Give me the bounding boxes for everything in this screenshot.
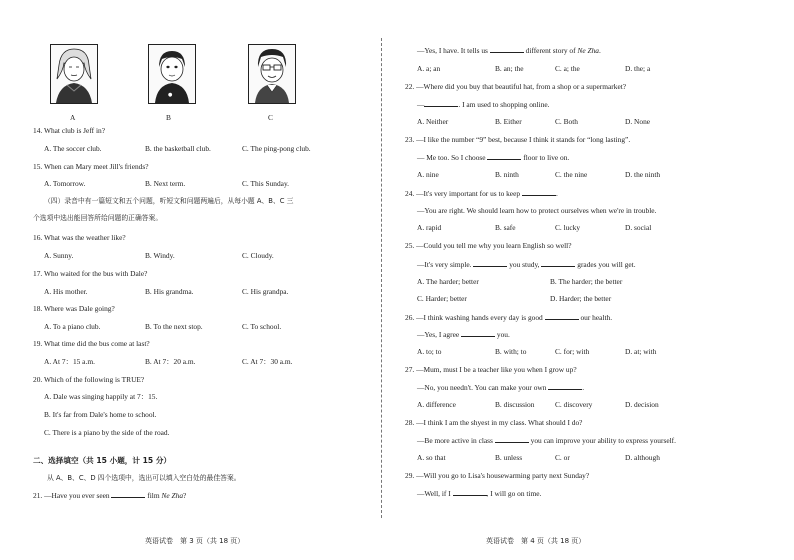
question-number: 18. xyxy=(33,304,43,313)
question-text-pre: —Well, if I xyxy=(417,489,451,498)
option-25c[interactable]: C. Harder; better xyxy=(417,294,467,303)
option-20a[interactable]: A. Dale was singing happily at 7：15. xyxy=(44,392,158,401)
question-text-post: grades you will get. xyxy=(577,260,636,269)
question-22-line2: — . I am used to shopping online. xyxy=(417,100,550,109)
option-14a[interactable]: A. The soccer club. xyxy=(44,144,102,153)
answer-blank[interactable] xyxy=(453,488,487,496)
option-18a[interactable]: A. To a piano club. xyxy=(44,322,101,331)
option-25b[interactable]: B. The harder; the better xyxy=(550,277,623,286)
option-18b[interactable]: B. To the next stop. xyxy=(145,322,203,331)
film-title: Ne Zha xyxy=(577,46,599,55)
question-text-pre: —It's very simple. xyxy=(417,260,472,269)
answer-blank[interactable] xyxy=(461,329,495,337)
question-26-line2 xyxy=(417,329,510,339)
question-16 xyxy=(33,233,126,242)
question-24-line2: —You are right. We should learn how to protect ourselves when we're in trouble. xyxy=(417,206,657,215)
question-22 xyxy=(405,82,626,91)
question-18 xyxy=(33,304,115,313)
option-23c[interactable]: C. the nine xyxy=(555,170,588,179)
question-25 xyxy=(405,241,572,250)
option-16b[interactable]: B. Windy. xyxy=(145,251,175,260)
caption-b: B xyxy=(166,113,171,122)
option-17c[interactable]: C. His grandpa. xyxy=(242,287,289,296)
page-footer-right: 英语试卷 第 4 页（共 18 页） xyxy=(486,537,586,545)
option-17a[interactable]: A. His mother. xyxy=(44,287,88,296)
option-21b[interactable]: B. an; the xyxy=(495,64,524,73)
question-number: 19. xyxy=(33,339,43,348)
question-text: —I like the number “9” best, because I think it stands for “long lasting”. xyxy=(416,135,631,144)
question-text-post: our health. xyxy=(580,313,613,322)
question-19 xyxy=(33,339,150,348)
question-text: Who waited for the bus with Dale? xyxy=(43,269,148,278)
answer-blank[interactable] xyxy=(548,382,585,392)
question-number: 24. xyxy=(405,189,415,198)
question-text: Where was Dale going? xyxy=(43,304,115,313)
option-27b[interactable]: B. discussion xyxy=(495,400,535,409)
option-24b[interactable]: B. safe xyxy=(495,223,516,232)
option-21c[interactable]: C. a; the xyxy=(555,64,580,73)
question-text: —Could you tell me why you learn English so well? xyxy=(416,241,572,250)
option-16a[interactable]: A. Sunny. xyxy=(44,251,74,260)
question-24 xyxy=(405,188,558,198)
question-end: . xyxy=(582,383,585,392)
option-22b[interactable]: B. Either xyxy=(495,117,522,126)
question-end: . xyxy=(555,189,558,198)
section-title: 二、选择填空（共 15 小题，计 15 分） xyxy=(33,456,172,465)
left-page xyxy=(0,0,378,560)
option-24a[interactable]: A. rapid xyxy=(417,223,442,232)
answer-blank[interactable] xyxy=(495,435,529,443)
question-text: —I think I am the shyest in my class. What should I do? xyxy=(416,418,583,427)
question-28-line2 xyxy=(417,435,676,445)
question-text-mid: you study, xyxy=(509,260,540,269)
option-15b[interactable]: B. Next term. xyxy=(145,179,186,188)
page-footer-left: 英语试卷 第 3 页（共 18 页） xyxy=(145,537,245,545)
question-text-pre: —I think washing hands every day is good xyxy=(416,313,543,322)
question-text-pre: —It's very important for us to keep xyxy=(416,189,521,198)
option-28a[interactable]: A. so that xyxy=(417,453,446,462)
question-end: . xyxy=(599,46,601,55)
option-21d[interactable]: D. the; a xyxy=(625,64,651,73)
answer-blank[interactable] xyxy=(522,188,556,196)
question-text-pre: — Me too. So I choose xyxy=(417,153,486,162)
question-text: —Where did you buy that beautiful hat, from a shop or a supermarket? xyxy=(416,82,627,91)
option-24c[interactable]: C. lucky xyxy=(555,223,581,232)
question-29-line2 xyxy=(417,488,541,498)
question-number: 17. xyxy=(33,269,43,278)
question-27 xyxy=(405,365,577,374)
option-28c[interactable]: C. or xyxy=(555,453,570,462)
option-20c[interactable]: C. There is a piano by the side of the road. xyxy=(44,428,170,437)
answer-blank[interactable] xyxy=(545,312,579,320)
film-title: Ne Zha xyxy=(161,491,184,500)
section-instruction: 从 A、B、C、D 四个选项中，选出可以填入空白处的最佳答案。 xyxy=(47,474,241,482)
question-number: 22. xyxy=(405,82,415,91)
question-23-line2 xyxy=(417,152,569,162)
question-text-post: film xyxy=(147,491,160,500)
question-text-post: , I will go on time. xyxy=(486,489,542,498)
question-number: 26. xyxy=(405,313,415,322)
question-21-answer-line xyxy=(417,45,601,55)
question-text-pre: —Yes, I have. It tells us xyxy=(417,46,488,55)
question-number: 14. xyxy=(33,126,43,135)
option-22d[interactable]: D. None xyxy=(625,117,651,126)
question-number: 23. xyxy=(405,135,415,144)
answer-blank[interactable] xyxy=(111,490,145,498)
question-text-post: floor to live on. xyxy=(523,153,570,162)
question-27-line2 xyxy=(417,382,584,392)
question-text: —Mum, must I be a teacher like you when I grow up? xyxy=(416,365,577,374)
question-text-post: you. xyxy=(496,330,510,339)
question-29 xyxy=(405,471,589,480)
question-text-post: different story of xyxy=(525,46,576,55)
option-19b[interactable]: B. At 7：20 a.m. xyxy=(145,357,196,366)
question-25-line2 xyxy=(417,259,636,269)
question-17 xyxy=(33,269,147,278)
question-number: 28. xyxy=(405,418,415,427)
question-number: 15. xyxy=(33,162,43,171)
option-18c[interactable]: C. To school. xyxy=(242,322,282,331)
question-text: What club is Jeff in? xyxy=(43,126,105,135)
option-27a[interactable]: A. difference xyxy=(417,400,456,409)
caption-c: C xyxy=(268,113,273,122)
option-20b[interactable]: B. It's far from Dale's home to school. xyxy=(44,410,157,419)
option-23b[interactable]: B. ninth xyxy=(495,170,519,179)
question-text-pre: —Yes, I agree xyxy=(417,330,460,339)
option-25d[interactable]: D. Harder; the better xyxy=(550,294,612,303)
answer-blank[interactable] xyxy=(473,259,507,267)
question-text: —Will you go to Lisa's housewarming party next Sunday? xyxy=(416,471,590,480)
question-text: What was the weather like? xyxy=(43,233,126,242)
option-14c[interactable]: C. The ping-pong club. xyxy=(242,144,311,153)
option-14b[interactable]: B. the basketball club. xyxy=(145,144,211,153)
listening-instruction-line2: 个选项中选出能回答所给问题的正确答案。 xyxy=(33,214,163,222)
option-22a[interactable]: A. Neither xyxy=(417,117,449,126)
question-text: What time did the bus come at last? xyxy=(43,339,150,348)
question-text-pre: —Be more active in class xyxy=(417,436,493,445)
portrait-a-image xyxy=(50,44,98,104)
option-26a[interactable]: A. to; to xyxy=(417,347,442,356)
option-21a[interactable]: A. a; an xyxy=(417,64,441,73)
answer-blank[interactable] xyxy=(490,45,524,53)
option-27c[interactable]: C. discovery xyxy=(555,400,593,409)
option-15a[interactable]: A. Tomorrow. xyxy=(44,179,86,188)
question-number: 27. xyxy=(405,365,415,374)
option-23d[interactable]: D. the ninth xyxy=(625,170,661,179)
caption-a: A xyxy=(70,113,76,122)
option-27d[interactable]: D. decision xyxy=(625,400,659,409)
question-number: 20. xyxy=(33,375,43,384)
question-text-pre: —Have you ever seen xyxy=(44,491,110,500)
option-22c[interactable]: C. Both xyxy=(555,117,578,126)
answer-blank[interactable] xyxy=(541,259,575,267)
question-15 xyxy=(33,162,149,171)
question-number: 21. xyxy=(33,491,43,500)
option-25a[interactable]: A. The harder; better xyxy=(417,277,479,286)
question-14 xyxy=(33,126,105,135)
option-19c[interactable]: C. At 7：30 a.m. xyxy=(242,357,293,366)
question-number: 16. xyxy=(33,233,43,242)
option-23a[interactable]: A. nine xyxy=(417,170,439,179)
question-number: 29. xyxy=(405,471,415,480)
option-26b[interactable]: B. with; to xyxy=(495,347,527,356)
question-number: 25. xyxy=(405,241,415,250)
question-text-post: you can improve your ability to express yourself. xyxy=(530,436,676,445)
question-20 xyxy=(33,375,144,384)
portrait-b-image xyxy=(148,44,196,104)
question-text-post: . I am used to shopping online. xyxy=(458,100,550,109)
listening-instruction-line1: （四）录音中有一篇短文和五个问题，听短文和问题两遍后，从每小题 A、B、C 三 xyxy=(44,197,294,205)
right-page xyxy=(386,0,794,560)
portrait-c-image xyxy=(248,44,296,104)
question-text: When can Mary meet Jill's friends? xyxy=(43,162,149,171)
question-26 xyxy=(405,312,612,322)
question-end: ? xyxy=(183,491,187,500)
option-24d[interactable]: D. social xyxy=(625,223,652,232)
question-23 xyxy=(405,135,630,144)
option-15c[interactable]: C. This Sunday. xyxy=(242,179,290,188)
option-19a[interactable]: A. At 7：15 a.m. xyxy=(44,357,95,366)
option-16c[interactable]: C. Cloudy. xyxy=(242,251,274,260)
answer-blank[interactable] xyxy=(487,152,521,160)
option-26d[interactable]: D. at; with xyxy=(625,347,657,356)
question-21 xyxy=(33,490,186,500)
question-28 xyxy=(405,418,582,427)
option-17b[interactable]: B. His grandma. xyxy=(145,287,194,296)
page-divider xyxy=(381,38,382,518)
question-text-pre: —No, you needn't. You can make your own xyxy=(417,383,547,392)
question-text: Which of the following is TRUE? xyxy=(43,375,145,384)
option-26c[interactable]: C. for; with xyxy=(555,347,590,356)
answer-blank[interactable] xyxy=(424,99,458,107)
option-28d[interactable]: D. although xyxy=(625,453,660,462)
svg-text:●: ● xyxy=(168,92,173,98)
option-28b[interactable]: B. unless xyxy=(495,453,523,462)
